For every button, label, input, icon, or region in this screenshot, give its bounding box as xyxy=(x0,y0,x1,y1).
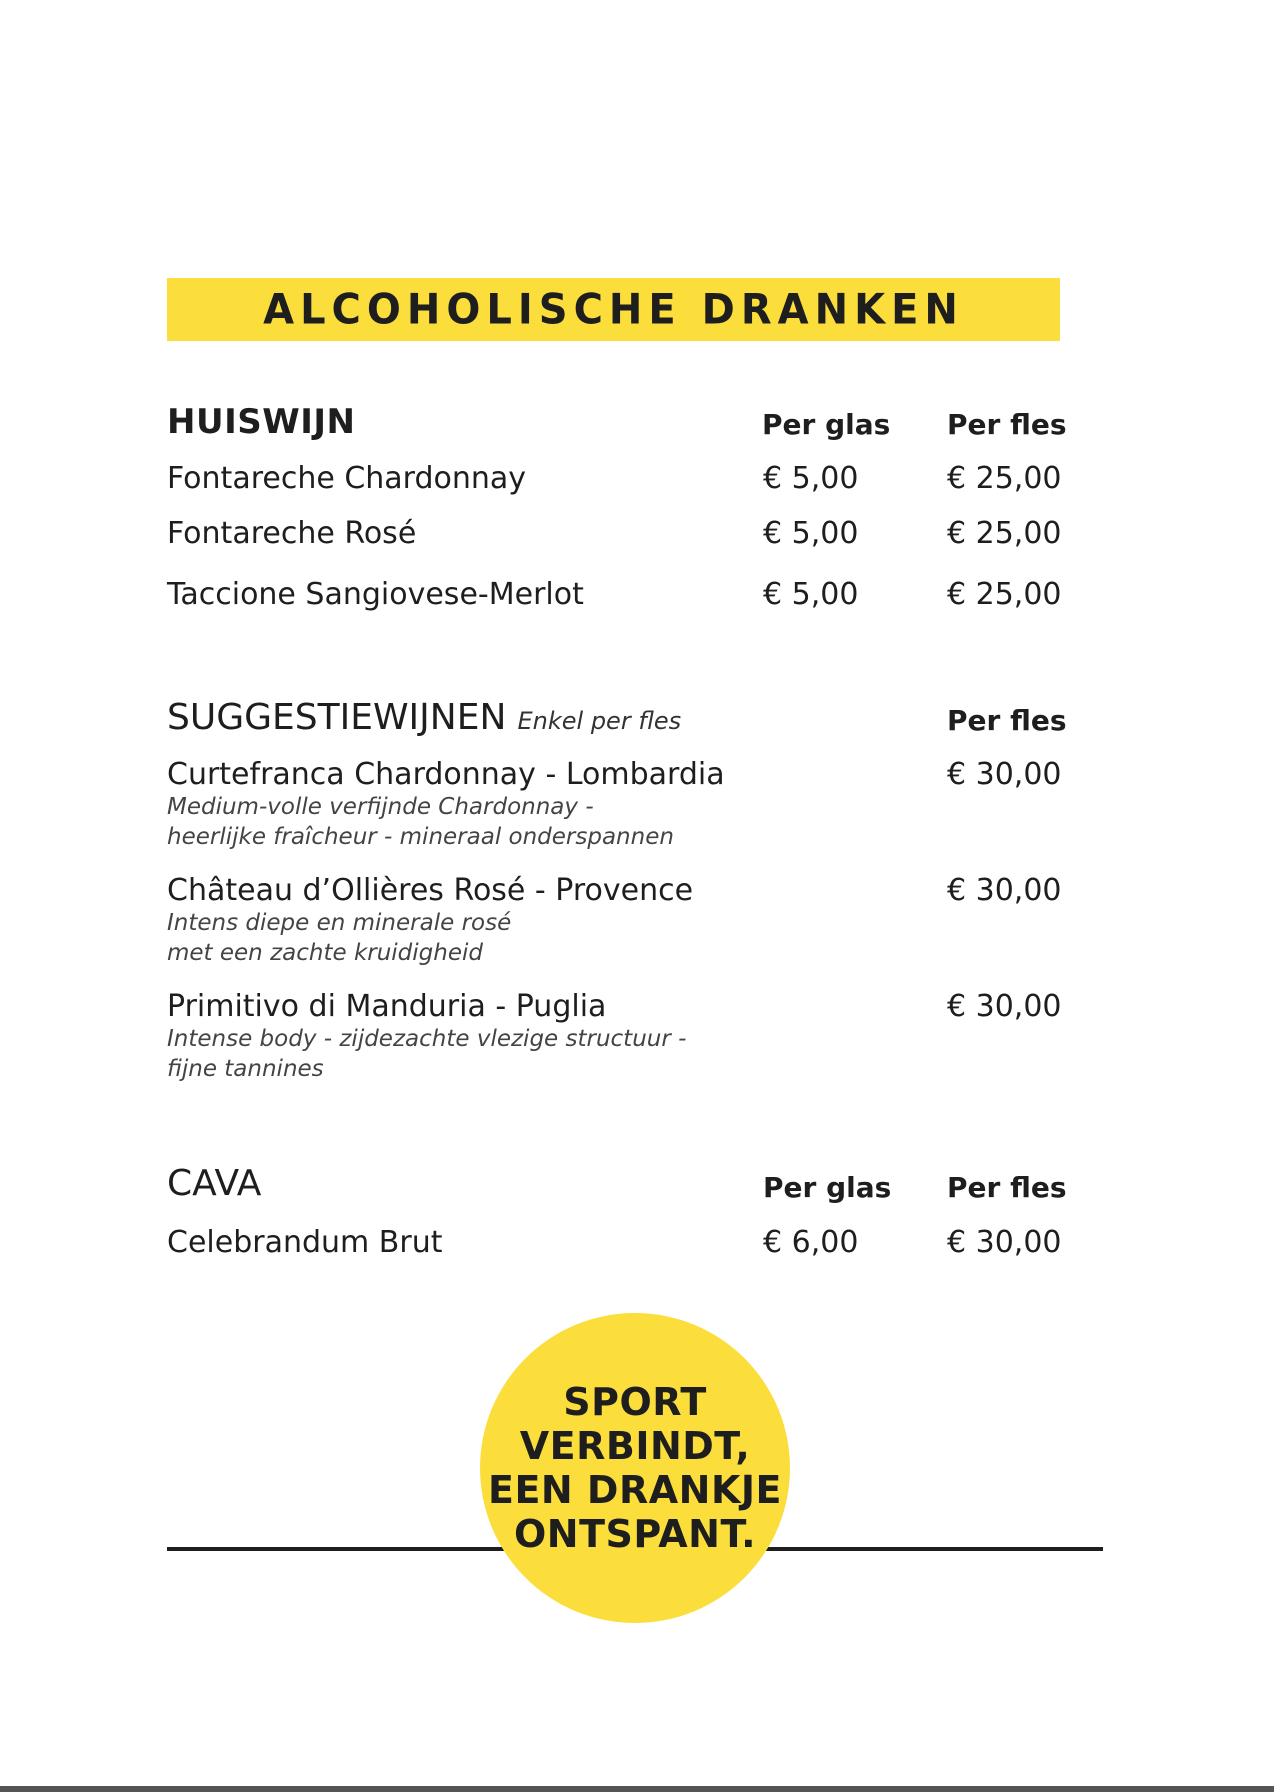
huiswijn-title: HUISWIJN xyxy=(167,402,356,442)
slogan-badge xyxy=(480,1313,790,1623)
menu-item-name: Celebrandum Brut xyxy=(167,1225,443,1260)
menu-item-description: fijne tannines xyxy=(167,1056,324,1082)
price-fles: € 25,00 xyxy=(947,516,1062,551)
slogan-line: SPORT xyxy=(563,1380,707,1424)
menu-item-description: Medium-volle verfijnde Chardonnay - xyxy=(167,794,594,820)
price-glas: € 5,00 xyxy=(763,461,859,496)
menu-item-description: heerlijke fraîcheur - mineraal onderspannen xyxy=(167,824,674,850)
divider-line-left xyxy=(167,1547,507,1551)
price-glas: € 5,00 xyxy=(763,516,859,551)
cava-col-glas: Per glas xyxy=(763,1171,892,1204)
menu-item-description: met een zachte kruidigheid xyxy=(167,940,483,966)
slogan-line: ONTSPANT. xyxy=(513,1512,757,1556)
suggestie-note: Enkel per fles xyxy=(517,707,682,735)
menu-item-name: Taccione Sangiovese-Merlot xyxy=(167,577,584,612)
huiswijn-col-fles: Per fles xyxy=(947,408,1067,441)
menu-item-name: Fontareche Chardonnay xyxy=(167,461,527,496)
menu-item-name: Curtefranca Chardonnay - Lombardia xyxy=(167,757,725,792)
menu-item-description: Intense body - zijdezachte vlezige structuur - xyxy=(167,1026,687,1052)
huiswijn-col-glas: Per glas xyxy=(762,408,891,441)
suggestie-heading xyxy=(167,697,681,738)
price-fles: € 25,00 xyxy=(947,461,1062,496)
price-fles: € 30,00 xyxy=(947,989,1062,1024)
menu-item-name: Château d’Ollières Rosé - Provence xyxy=(167,873,694,908)
divider-line-right xyxy=(760,1547,1103,1551)
suggestie-title: SUGGESTIEWIJNEN xyxy=(167,697,507,738)
cava-col-fles: Per fles xyxy=(947,1171,1067,1204)
price-fles: € 30,00 xyxy=(947,873,1062,908)
menu-item-name: Primitivo di Manduria - Puglia xyxy=(167,989,607,1024)
menu-item-name: Fontareche Rosé xyxy=(167,516,417,551)
slogan-line: EEN DRANKJE xyxy=(487,1468,782,1512)
section-banner xyxy=(167,278,1060,341)
price-fles: € 30,00 xyxy=(947,757,1062,792)
price-glas: € 5,00 xyxy=(763,577,859,612)
cava-title: CAVA xyxy=(167,1163,262,1204)
slogan-line: VERBINDT, xyxy=(519,1424,751,1468)
menu-item-description: Intens diepe en minerale rosé xyxy=(167,910,512,936)
page-bottom-edge xyxy=(0,1786,1274,1792)
price-fles: € 30,00 xyxy=(947,1225,1062,1260)
price-fles: € 25,00 xyxy=(947,577,1062,612)
suggestie-col-fles: Per fles xyxy=(947,704,1067,737)
page-title: ALCOHOLISCHE DRANKEN xyxy=(263,285,964,334)
price-glas: € 6,00 xyxy=(763,1225,859,1260)
